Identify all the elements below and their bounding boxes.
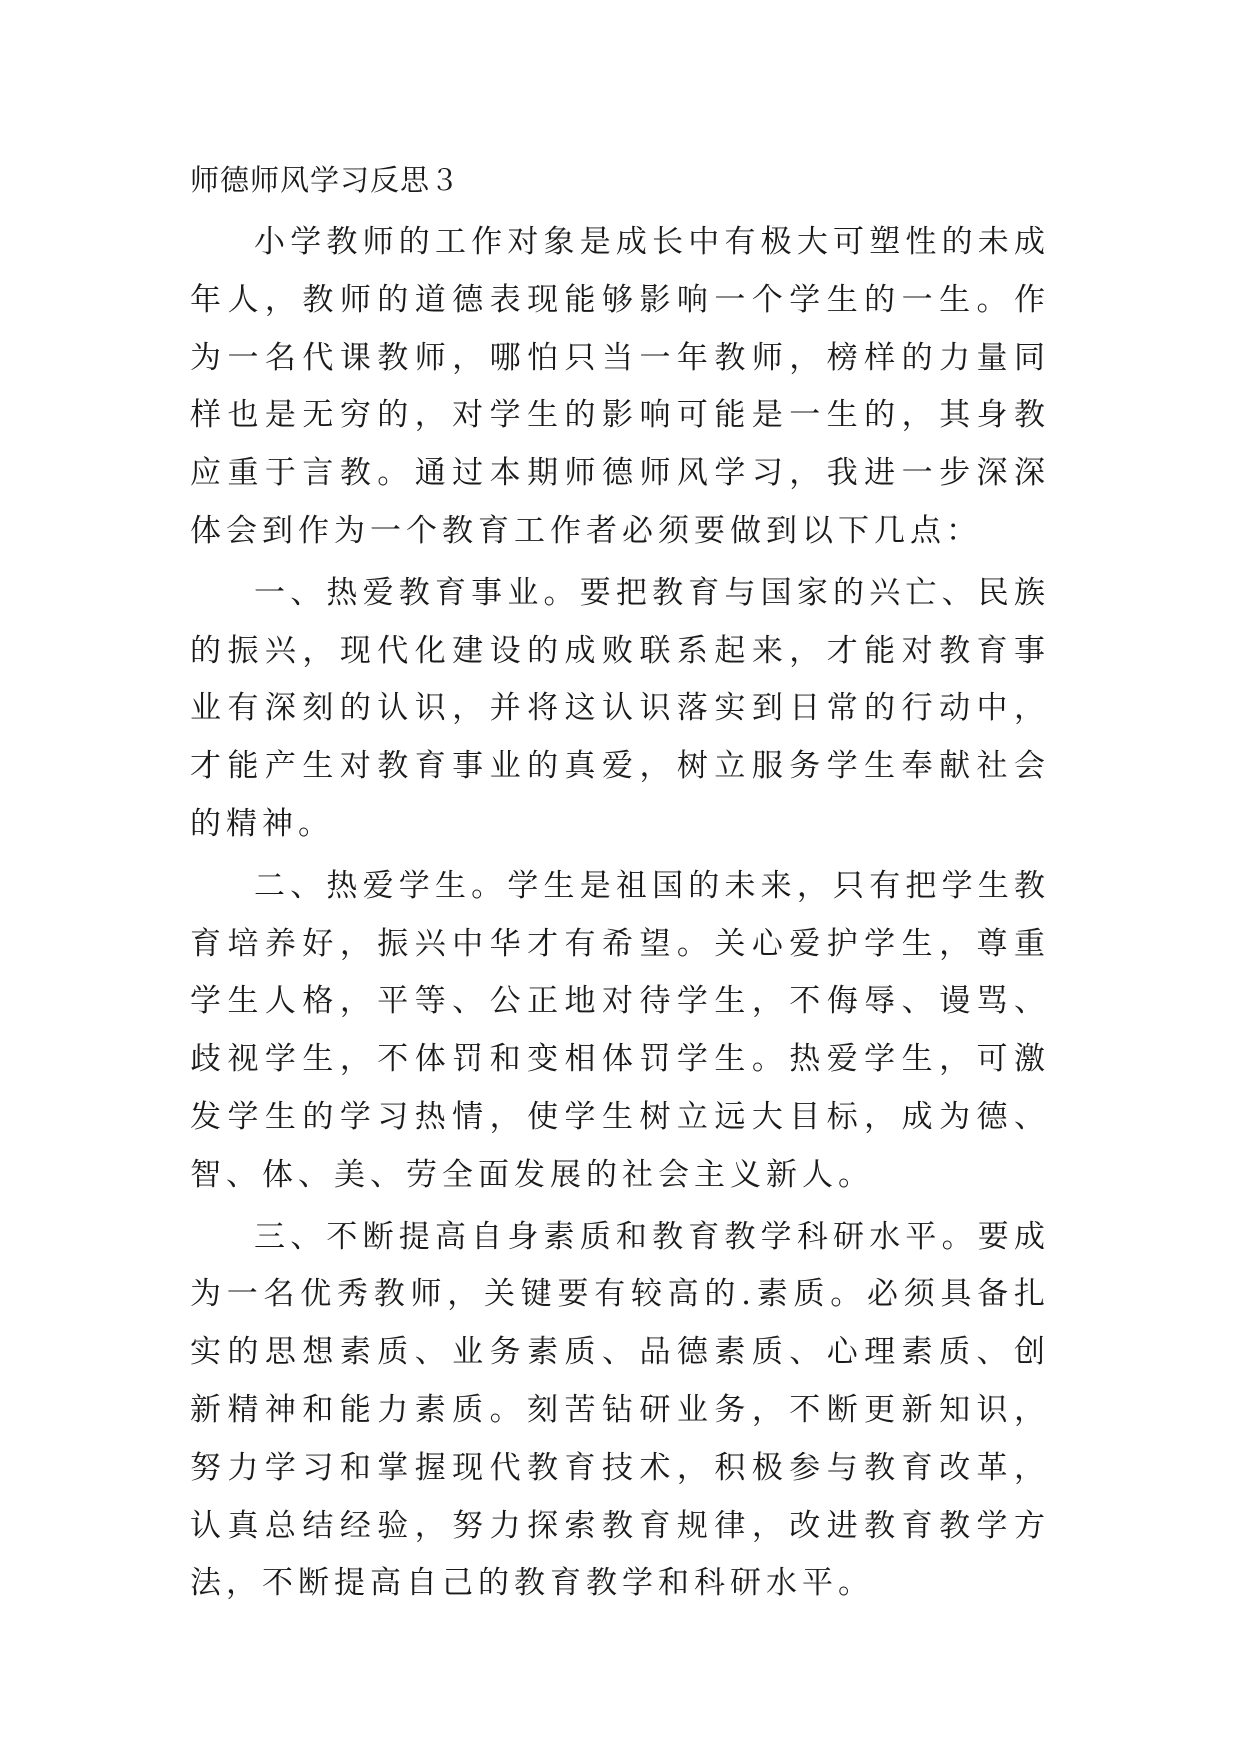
paragraph-point-one: 一、热爱教育事业。要把教育与国家的兴亡、民族的振兴，现代化建设的成败联系起来，才能对教育事业有深刻的认识，并将这认识落实到日常的行动中，才能产生对教育事业的真爱，树立服务学生奉献社会的精神。 <box>190 574 1050 842</box>
paragraph-point-two: 二、热爱学生。学生是祖国的未来，只有把学生教育培养好，振兴中华才有希望。关心爱护学生，尊重学生人格，平等、公正地对待学生，不侮辱、谩骂、歧视学生，不体罚和变相体罚学生。热爱学生，可激发学生的学习热情，使学生树立远大目标，成为德、智、体、美、劳全面发展的社会主义新人。 <box>190 867 1050 1193</box>
document-page <box>190 160 1050 1617</box>
paragraph-intro: 小学教师的工作对象是成长中有极大可塑性的未成年人，教师的道德表现能够影响一个学生的一生。作为一名代课教师，哪怕只当一年教师，榜样的力量同样也是无穷的，对学生的影响可能是一生的，其身教应重于言教。通过本期师德师风学习，我进一步深深体会到作为一个教育工作者必须要做到以下几点： <box>190 224 1050 549</box>
document-title: 师德师风学习反思３ <box>190 163 461 197</box>
paragraph-point-three: 三、不断提高自身素质和教育教学科研水平。要成为一名优秀教师，关键要有较高的.素质。必须具备扎实的思想素质、业务素质、品德素质、心理素质、创新精神和能力素质。刻苦钻研业务，不断更新知识，努力学习和掌握现代教育技术，积极参与教育改革，认真总结经验，努力探索教育规律，改进教育教学方法，不断提高自己的教育教学和科研水平。 <box>190 1218 1050 1602</box>
